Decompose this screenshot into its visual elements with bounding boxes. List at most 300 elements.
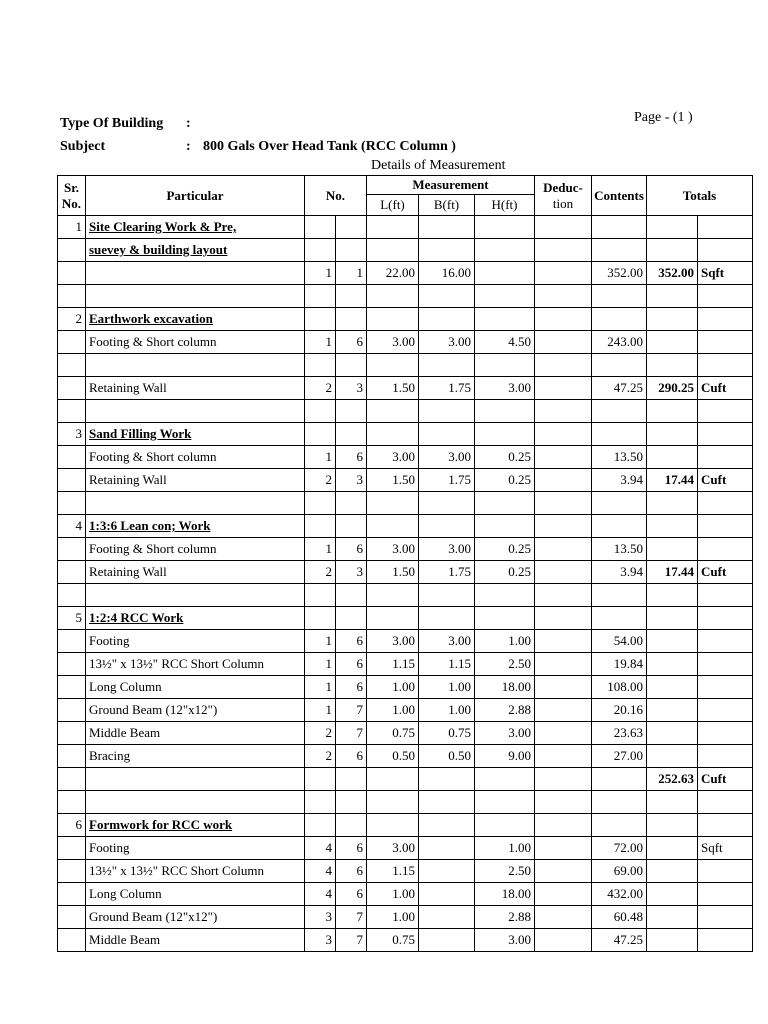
- height-cell: [475, 515, 535, 538]
- height-cell: 4.50: [475, 331, 535, 354]
- contents-cell: 432.00: [592, 883, 647, 906]
- total-cell: [647, 906, 698, 929]
- length-cell: [367, 239, 419, 262]
- particular-cell: Middle Beam: [86, 929, 305, 952]
- no-cell-2: [336, 515, 367, 538]
- height-cell: [475, 239, 535, 262]
- no-cell-1: 4: [305, 860, 336, 883]
- table-row: [58, 584, 753, 607]
- particular-cell: Sand Filling Work: [86, 423, 305, 446]
- height-cell: [475, 607, 535, 630]
- deduction-cell: [535, 262, 592, 285]
- total-cell: [647, 607, 698, 630]
- contents-cell: [592, 308, 647, 331]
- no-cell-1: [305, 423, 336, 446]
- no-cell-2: [336, 584, 367, 607]
- deduction-cell: [535, 538, 592, 561]
- breadth-cell: 1.00: [419, 699, 475, 722]
- total-cell: 352.00: [647, 262, 698, 285]
- sr-cell: [58, 837, 86, 860]
- no-cell-2: 7: [336, 699, 367, 722]
- contents-cell: 20.16: [592, 699, 647, 722]
- length-cell: 0.75: [367, 929, 419, 952]
- no-cell-1: [305, 814, 336, 837]
- breadth-cell: 1.75: [419, 469, 475, 492]
- col-contents: Contents: [592, 176, 647, 216]
- no-cell-2: 6: [336, 538, 367, 561]
- sr-cell: 2: [58, 308, 86, 331]
- particular-cell: Retaining Wall: [86, 561, 305, 584]
- breadth-cell: [419, 308, 475, 331]
- contents-cell: 13.50: [592, 538, 647, 561]
- total-cell: [647, 745, 698, 768]
- length-cell: 3.00: [367, 446, 419, 469]
- no-cell-2: [336, 239, 367, 262]
- total-cell: [647, 308, 698, 331]
- breadth-cell: [419, 929, 475, 952]
- total-cell: [647, 722, 698, 745]
- sr-cell: [58, 722, 86, 745]
- table-body: [58, 216, 753, 952]
- breadth-cell: 1.75: [419, 561, 475, 584]
- length-cell: 1.00: [367, 883, 419, 906]
- breadth-cell: 0.50: [419, 745, 475, 768]
- breadth-cell: [419, 492, 475, 515]
- col-measurement: Measurement: [367, 176, 535, 195]
- breadth-cell: [419, 216, 475, 239]
- total-cell: [647, 446, 698, 469]
- particular-cell: Footing & Short column: [86, 538, 305, 561]
- no-cell-2: 6: [336, 676, 367, 699]
- particular-cell: suevey & building layout: [86, 239, 305, 262]
- height-cell: [475, 400, 535, 423]
- table-row: [58, 216, 753, 239]
- total-cell: [647, 423, 698, 446]
- deduction-cell: [535, 745, 592, 768]
- sr-cell: [58, 791, 86, 814]
- unit-cell: [698, 400, 753, 423]
- sr-cell: [58, 929, 86, 952]
- sr-cell: [58, 584, 86, 607]
- length-cell: [367, 515, 419, 538]
- height-cell: 0.25: [475, 469, 535, 492]
- col-breadth: B(ft): [419, 195, 475, 216]
- breadth-cell: 0.75: [419, 722, 475, 745]
- particular-cell: Site Clearing Work & Pre,: [86, 216, 305, 239]
- no-cell-2: 6: [336, 860, 367, 883]
- unit-cell: [698, 515, 753, 538]
- no-cell-2: [336, 791, 367, 814]
- length-cell: [367, 607, 419, 630]
- sr-cell: [58, 699, 86, 722]
- unit-cell: [698, 653, 753, 676]
- total-cell: [647, 331, 698, 354]
- contents-cell: [592, 423, 647, 446]
- deduction-cell: [535, 446, 592, 469]
- no-cell-1: [305, 354, 336, 377]
- unit-cell: [698, 676, 753, 699]
- no-cell-2: [336, 768, 367, 791]
- unit-cell: [698, 446, 753, 469]
- table-row: [58, 308, 753, 331]
- no-cell-2: [336, 492, 367, 515]
- contents-cell: [592, 607, 647, 630]
- length-cell: 1.50: [367, 469, 419, 492]
- sr-cell: [58, 262, 86, 285]
- contents-cell: [592, 791, 647, 814]
- total-cell: [647, 860, 698, 883]
- contents-cell: 72.00: [592, 837, 647, 860]
- breadth-cell: [419, 239, 475, 262]
- contents-cell: [592, 216, 647, 239]
- sr-cell: [58, 469, 86, 492]
- height-cell: [475, 262, 535, 285]
- breadth-cell: [419, 584, 475, 607]
- col-sr-no: [58, 176, 86, 216]
- unit-cell: [698, 331, 753, 354]
- total-cell: [647, 400, 698, 423]
- breadth-cell: 16.00: [419, 262, 475, 285]
- sr-cell: [58, 860, 86, 883]
- contents-cell: [592, 492, 647, 515]
- col-deduction-line1: Deduc-: [543, 179, 583, 195]
- no-cell-1: [305, 308, 336, 331]
- table-row: [58, 860, 753, 883]
- contents-cell: 108.00: [592, 676, 647, 699]
- no-cell-1: 4: [305, 837, 336, 860]
- particular-cell: Ground Beam (12"x12"): [86, 699, 305, 722]
- col-height: H(ft): [475, 195, 535, 216]
- no-cell-1: 1: [305, 538, 336, 561]
- sr-cell: [58, 561, 86, 584]
- no-cell-2: [336, 607, 367, 630]
- deduction-cell: [535, 929, 592, 952]
- no-cell-2: 7: [336, 906, 367, 929]
- table-row: [58, 492, 753, 515]
- deduction-cell: [535, 354, 592, 377]
- length-cell: 1.00: [367, 699, 419, 722]
- total-cell: [647, 929, 698, 952]
- breadth-cell: [419, 607, 475, 630]
- particular-cell: 1:3:6 Lean con; Work: [86, 515, 305, 538]
- height-cell: [475, 791, 535, 814]
- height-cell: [475, 308, 535, 331]
- sr-cell: [58, 676, 86, 699]
- length-cell: 3.00: [367, 538, 419, 561]
- particular-cell: [86, 354, 305, 377]
- deduction-cell: [535, 883, 592, 906]
- total-cell: [647, 285, 698, 308]
- deduction-cell: [535, 607, 592, 630]
- deduction-cell: [535, 837, 592, 860]
- type-of-building-colon: :: [186, 116, 191, 131]
- height-cell: 0.25: [475, 561, 535, 584]
- sr-cell: [58, 538, 86, 561]
- measurement-table: [57, 175, 753, 952]
- height-cell: [475, 354, 535, 377]
- no-cell-1: 2: [305, 722, 336, 745]
- sr-cell: [58, 400, 86, 423]
- table-row: [58, 791, 753, 814]
- height-cell: [475, 216, 535, 239]
- particular-cell: [86, 768, 305, 791]
- unit-cell: Cuft: [698, 377, 753, 400]
- length-cell: 1.00: [367, 676, 419, 699]
- unit-cell: [698, 423, 753, 446]
- particular-cell: [86, 584, 305, 607]
- unit-cell: [698, 584, 753, 607]
- length-cell: [367, 768, 419, 791]
- height-cell: 0.25: [475, 446, 535, 469]
- total-cell: 252.63: [647, 768, 698, 791]
- deduction-cell: [535, 469, 592, 492]
- length-cell: [367, 285, 419, 308]
- col-particular: Particular: [86, 176, 305, 216]
- table-row: [58, 722, 753, 745]
- no-cell-1: 3: [305, 929, 336, 952]
- no-cell-1: [305, 400, 336, 423]
- sr-cell: [58, 745, 86, 768]
- contents-cell: 19.84: [592, 653, 647, 676]
- unit-cell: Sqft: [698, 262, 753, 285]
- particular-cell: Ground Beam (12"x12"): [86, 906, 305, 929]
- total-cell: [647, 653, 698, 676]
- no-cell-2: 7: [336, 722, 367, 745]
- length-cell: 1.15: [367, 860, 419, 883]
- subject-value: 800 Gals Over Head Tank (RCC Column ): [203, 139, 456, 154]
- deduction-cell: [535, 377, 592, 400]
- contents-cell: 3.94: [592, 469, 647, 492]
- no-cell-2: 6: [336, 446, 367, 469]
- height-cell: 1.00: [475, 630, 535, 653]
- sr-cell: [58, 285, 86, 308]
- no-cell-1: 1: [305, 653, 336, 676]
- deduction-cell: [535, 791, 592, 814]
- particular-cell: Long Column: [86, 883, 305, 906]
- page-number: Page - (1 ): [634, 110, 693, 125]
- details-title: Details of Measurement: [371, 158, 506, 173]
- table-row: [58, 745, 753, 768]
- no-cell-1: 3: [305, 906, 336, 929]
- contents-cell: 27.00: [592, 745, 647, 768]
- breadth-cell: [419, 860, 475, 883]
- total-cell: 17.44: [647, 469, 698, 492]
- sr-cell: [58, 492, 86, 515]
- length-cell: 3.00: [367, 630, 419, 653]
- breadth-cell: 1.75: [419, 377, 475, 400]
- breadth-cell: 3.00: [419, 630, 475, 653]
- no-cell-2: [336, 354, 367, 377]
- particular-cell: [86, 791, 305, 814]
- deduction-cell: [535, 814, 592, 837]
- length-cell: [367, 216, 419, 239]
- unit-cell: [698, 722, 753, 745]
- no-cell-2: [336, 814, 367, 837]
- total-cell: [647, 239, 698, 262]
- height-cell: 2.88: [475, 906, 535, 929]
- table-row: [58, 469, 753, 492]
- breadth-cell: [419, 883, 475, 906]
- total-cell: [647, 630, 698, 653]
- unit-cell: Cuft: [698, 768, 753, 791]
- breadth-cell: [419, 768, 475, 791]
- table-row: [58, 837, 753, 860]
- no-cell-2: 1: [336, 262, 367, 285]
- no-cell-2: 3: [336, 469, 367, 492]
- no-cell-1: 1: [305, 262, 336, 285]
- particular-cell: Footing: [86, 630, 305, 653]
- contents-cell: 13.50: [592, 446, 647, 469]
- deduction-cell: [535, 331, 592, 354]
- breadth-cell: 3.00: [419, 538, 475, 561]
- contents-cell: 352.00: [592, 262, 647, 285]
- no-cell-2: 3: [336, 377, 367, 400]
- breadth-cell: [419, 285, 475, 308]
- total-cell: [647, 492, 698, 515]
- particular-cell: Retaining Wall: [86, 377, 305, 400]
- unit-cell: [698, 929, 753, 952]
- table-row: [58, 768, 753, 791]
- deduction-cell: [535, 285, 592, 308]
- table-row: [58, 561, 753, 584]
- breadth-cell: [419, 400, 475, 423]
- breadth-cell: [419, 906, 475, 929]
- col-sr-label: Sr.: [63, 179, 80, 195]
- length-cell: 3.00: [367, 331, 419, 354]
- col-length: L(ft): [367, 195, 419, 216]
- table-row: [58, 331, 753, 354]
- breadth-cell: 3.00: [419, 331, 475, 354]
- breadth-cell: [419, 354, 475, 377]
- no-cell-1: 2: [305, 561, 336, 584]
- total-cell: [647, 538, 698, 561]
- particular-cell: Footing & Short column: [86, 446, 305, 469]
- no-cell-1: [305, 239, 336, 262]
- contents-cell: [592, 400, 647, 423]
- deduction-cell: [535, 423, 592, 446]
- sr-cell: 1: [58, 216, 86, 239]
- no-cell-1: 1: [305, 630, 336, 653]
- no-cell-1: [305, 216, 336, 239]
- unit-cell: [698, 239, 753, 262]
- height-cell: [475, 492, 535, 515]
- total-cell: [647, 837, 698, 860]
- sr-cell: [58, 377, 86, 400]
- particular-cell: Footing & Short column: [86, 331, 305, 354]
- no-cell-2: [336, 423, 367, 446]
- unit-cell: [698, 492, 753, 515]
- no-cell-1: 1: [305, 446, 336, 469]
- particular-cell: Earthwork excavation: [86, 308, 305, 331]
- height-cell: 18.00: [475, 676, 535, 699]
- length-cell: 1.50: [367, 377, 419, 400]
- sr-cell: [58, 883, 86, 906]
- no-cell-1: [305, 768, 336, 791]
- no-cell-1: [305, 584, 336, 607]
- no-cell-2: 6: [336, 331, 367, 354]
- table-row: [58, 814, 753, 837]
- type-of-building-label: Type Of Building: [60, 116, 164, 131]
- deduction-cell: [535, 630, 592, 653]
- contents-cell: [592, 814, 647, 837]
- deduction-cell: [535, 722, 592, 745]
- particular-cell: 13½" x 13½" RCC Short Column: [86, 860, 305, 883]
- no-cell-1: 2: [305, 469, 336, 492]
- deduction-cell: [535, 400, 592, 423]
- no-cell-2: 6: [336, 745, 367, 768]
- no-cell-1: 1: [305, 676, 336, 699]
- unit-cell: [698, 285, 753, 308]
- particular-cell: Retaining Wall: [86, 469, 305, 492]
- length-cell: 1.15: [367, 653, 419, 676]
- no-cell-1: 2: [305, 745, 336, 768]
- table-row: [58, 906, 753, 929]
- no-cell-1: [305, 492, 336, 515]
- length-cell: 3.00: [367, 837, 419, 860]
- length-cell: [367, 584, 419, 607]
- col-deduction-line2: tion: [552, 195, 574, 211]
- table-row: [58, 630, 753, 653]
- particular-cell: Bracing: [86, 745, 305, 768]
- particular-cell: 13½" x 13½" RCC Short Column: [86, 653, 305, 676]
- deduction-cell: [535, 699, 592, 722]
- contents-cell: [592, 285, 647, 308]
- deduction-cell: [535, 239, 592, 262]
- table-row: [58, 929, 753, 952]
- table-row: [58, 239, 753, 262]
- particular-cell: [86, 285, 305, 308]
- breadth-cell: [419, 791, 475, 814]
- contents-cell: 54.00: [592, 630, 647, 653]
- length-cell: [367, 423, 419, 446]
- table-row: [58, 377, 753, 400]
- col-totals: Totals: [647, 176, 753, 216]
- height-cell: 3.00: [475, 929, 535, 952]
- no-cell-1: [305, 515, 336, 538]
- no-cell-1: [305, 285, 336, 308]
- height-cell: 9.00: [475, 745, 535, 768]
- length-cell: [367, 791, 419, 814]
- no-cell-1: [305, 791, 336, 814]
- contents-cell: [592, 584, 647, 607]
- sr-cell: [58, 906, 86, 929]
- particular-cell: [86, 400, 305, 423]
- contents-cell: 47.25: [592, 377, 647, 400]
- length-cell: [367, 400, 419, 423]
- contents-cell: 60.48: [592, 906, 647, 929]
- col-deduction: [535, 176, 592, 216]
- unit-cell: [698, 216, 753, 239]
- no-cell-2: 6: [336, 883, 367, 906]
- deduction-cell: [535, 216, 592, 239]
- unit-cell: Sqft: [698, 837, 753, 860]
- unit-cell: [698, 699, 753, 722]
- unit-cell: [698, 354, 753, 377]
- table-header: [58, 176, 753, 216]
- total-cell: [647, 584, 698, 607]
- breadth-cell: 1.00: [419, 676, 475, 699]
- contents-cell: [592, 768, 647, 791]
- subject-label: Subject: [60, 139, 106, 154]
- height-cell: [475, 285, 535, 308]
- table-row: [58, 515, 753, 538]
- height-cell: [475, 768, 535, 791]
- deduction-cell: [535, 308, 592, 331]
- height-cell: 3.00: [475, 722, 535, 745]
- no-cell-2: 7: [336, 929, 367, 952]
- height-cell: 3.00: [475, 377, 535, 400]
- no-cell-2: [336, 400, 367, 423]
